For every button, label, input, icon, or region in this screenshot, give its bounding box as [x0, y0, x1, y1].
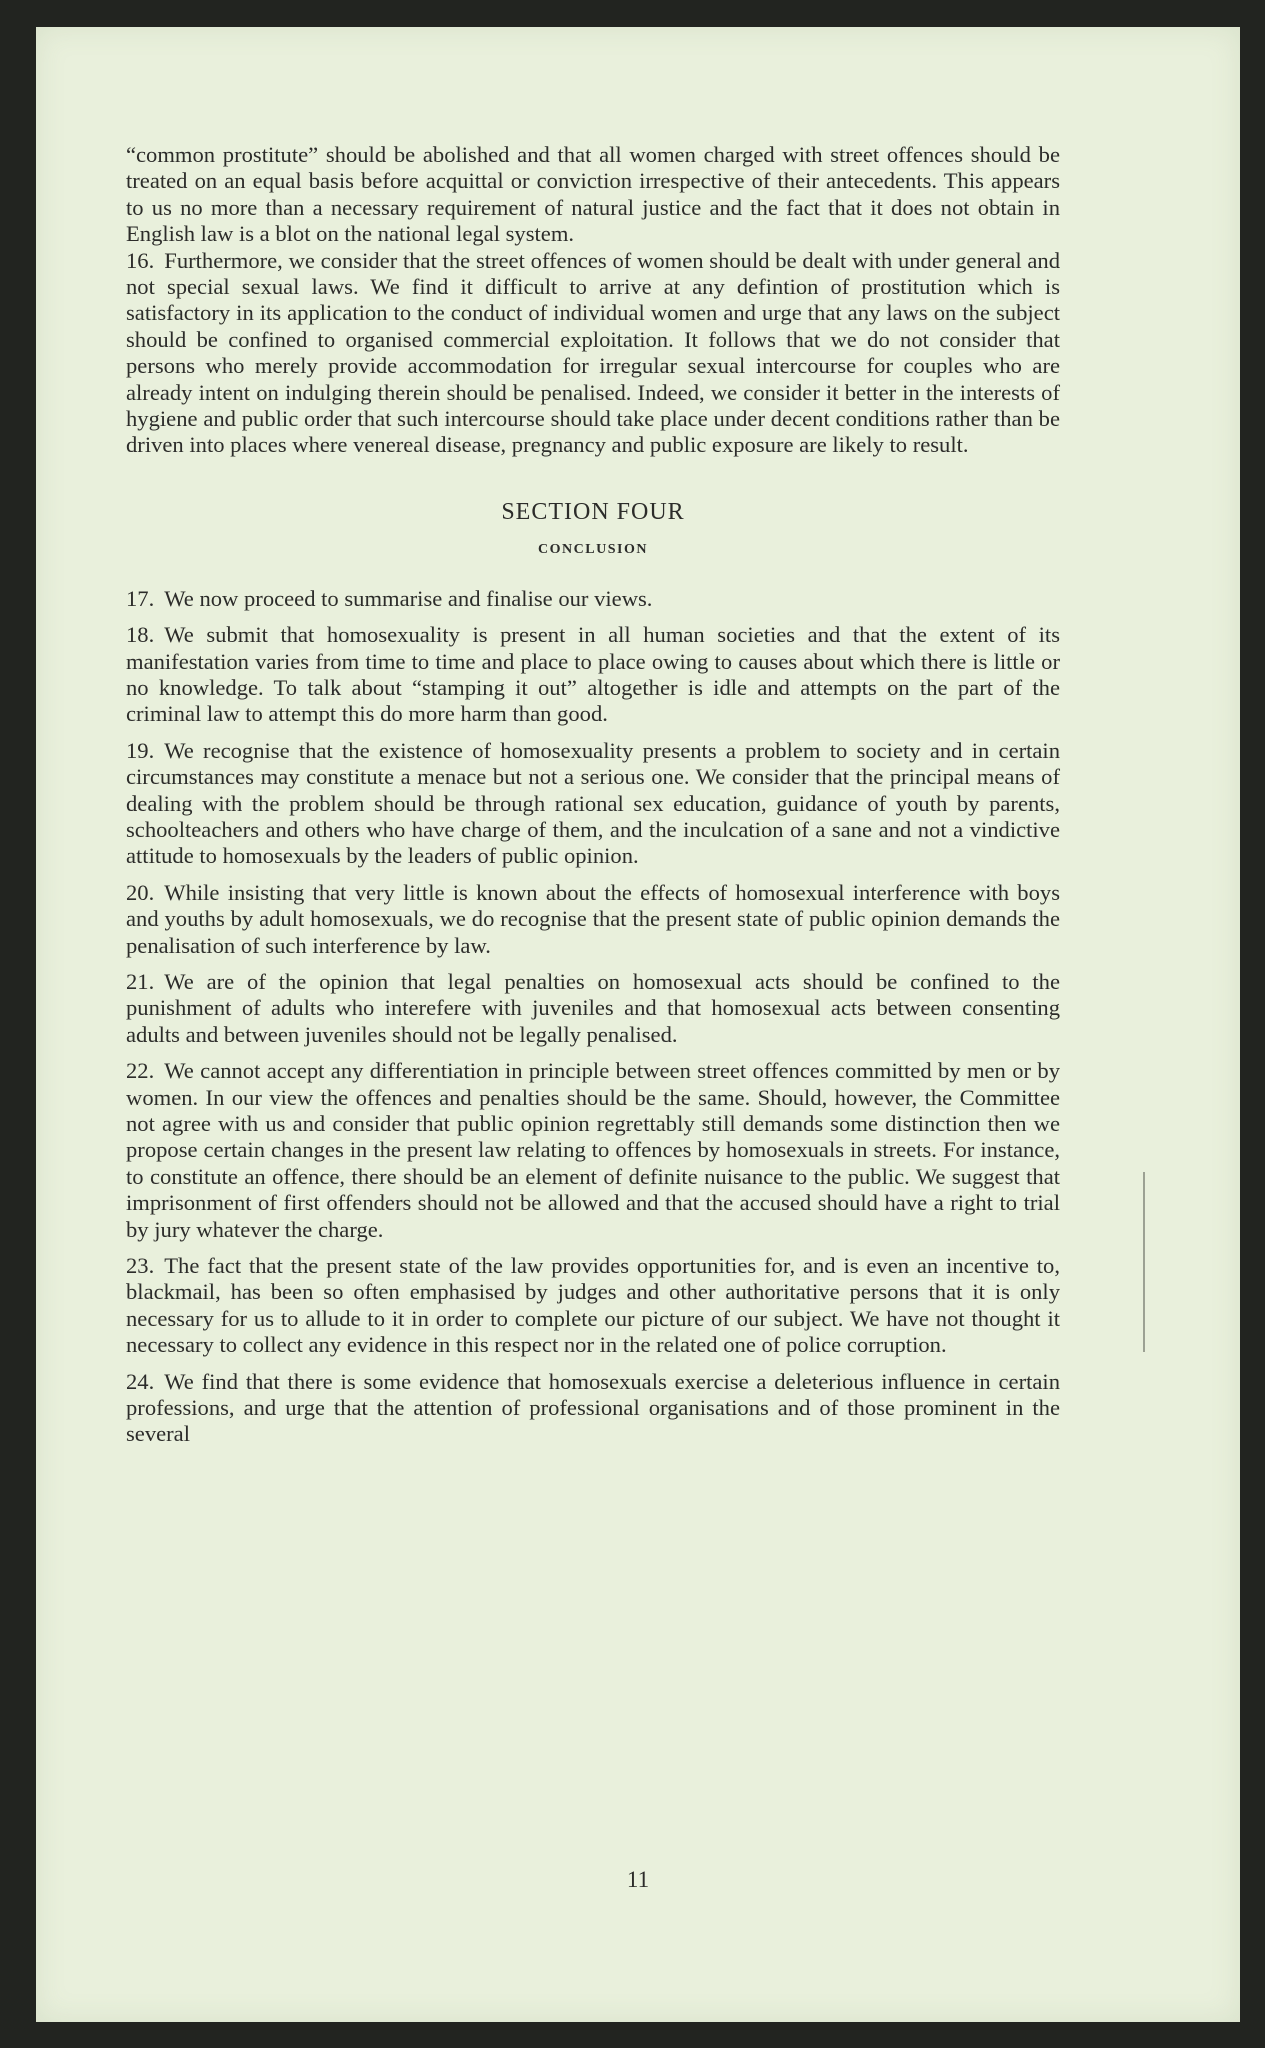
paragraph-number: 21. [126, 968, 155, 994]
paragraph-text: We are of the opinion that legal penalties on homosexual acts should be confined to the punishment of adults who interefere with juveniles and that homosexual acts between consenting adults and between juveniles should not be legally penalised. [126, 968, 1060, 1047]
paragraph-20 [126, 880, 1060, 959]
paragraph-number: 23. [126, 1253, 155, 1279]
paragraph-17 [126, 586, 1060, 612]
paragraph-text: Furthermore, we consider that the street offences of women should be dealt with under general and not special sexual laws. We find it difficult to arrive at any defintion of prostitution which is satisfactory in its application to the conduct of individual women and urge that any laws on the subject should be confined to organised commercial exploitation. It follows that we do not consider that persons who merely provide accommodation for irregular sexual intercourse for couples who are already intent on indulging therein should be penalised. Indeed, we consider it better in the interests of hygiene and public order that such intercourse should take place under decent conditions rather than be driven into places where venereal disease, pregnancy and public exposure are likely to result. [126, 247, 1060, 458]
margin-pencil-mark [1143, 1172, 1145, 1352]
paragraph-number: 20. [126, 879, 155, 905]
paragraph-text: While insisting that very little is known about the effects of homosexual interference with boys and youths by adult homosexuals, we do recognise that the present state of public opinion demands the penalisation of such interference by law. [126, 879, 1060, 958]
paragraph-number: 17. [126, 585, 155, 611]
paragraph-number: 22. [126, 1058, 155, 1084]
paragraph-18 [126, 622, 1060, 728]
paragraph-22 [126, 1058, 1060, 1243]
document-page [36, 27, 1240, 2022]
paragraph-number: 18. [126, 622, 155, 648]
paragraph-21 [126, 969, 1060, 1048]
paragraph-number: 19. [126, 737, 155, 763]
paragraph-19 [126, 738, 1060, 870]
paragraph-text: We cannot accept any differentiation in principle between street offences committed by men or by women. In our view the offences and penalties should be the same. Should, however, the Committee not agree with us and consider that public opinion regrettably still demands some distinction then we propose certain changes in the present law relating to offences by homosexuals in streets. For instance, to constitute an offence, there should be an element of definite nuisance to the public. We suggest that imprisonment of first offenders should not be allowed and that the accused should have a right to trial by jury whatever the charge. [126, 1058, 1060, 1242]
paragraph-23 [126, 1253, 1060, 1359]
paragraph-text: We now proceed to summarise and finalise our views. [164, 585, 653, 611]
section-subtitle: CONCLUSION [538, 542, 648, 558]
paragraph-continuation [126, 142, 1060, 248]
section-title: SECTION FOUR [501, 498, 685, 525]
paragraph-text: We submit that homosexuality is present in all human societies and that the extent of its manifestation varies from time to time and place to place owing to causes about which there is little or no knowledge. To talk about “stamping it out” altogether is idle and attempts on the part of the criminal law to attempt this do more harm than good. [126, 622, 1060, 727]
paragraph-text: We recognise that the existence of homosexuality presents a problem to society and in certain circumstances may constitute a menace but not a serious one. We consider that the principal means of dealing with the problem should be through rational sex education, guidance of youth by parents, schoolteachers and others who have charge of them, and the inculcation of a sane and not a vindictive attitude to homosexuals by the leaders of public opinion. [126, 737, 1060, 869]
paragraph-text: “common prostitute” should be abolished and that all women charged with street offences should be treated on an equal basis before acquittal or conviction irrespective of their antecedents. This appears to us no more than a necessary requirement of natural justice and the fact that it does not obtain in English law is a blot on the national legal system. [126, 142, 1060, 247]
paragraph-number: 16. [126, 247, 155, 273]
paragraph-text: The fact that the present state of the law provides opportunities for, and is even an incentive to, blackmail, has been so often emphasised by judges and other authoritative persons that it is only necessary for us to allude to it in order to complete our picture of our subject. We have not thought it necessary to collect any evidence in this respect nor in the related one of police corruption. [126, 1253, 1060, 1358]
paragraph-number: 24. [126, 1368, 155, 1394]
paragraph-24 [126, 1369, 1060, 1448]
document-body [126, 142, 1060, 1448]
page-number: 11 [626, 1867, 650, 1892]
paragraph-16 [126, 248, 1060, 459]
paragraph-text: We find that there is some evidence that homosexuals exercise a deleterious influence in certain professions, and urge that the attention of professional organisations and of those prominent in the several [126, 1368, 1060, 1447]
